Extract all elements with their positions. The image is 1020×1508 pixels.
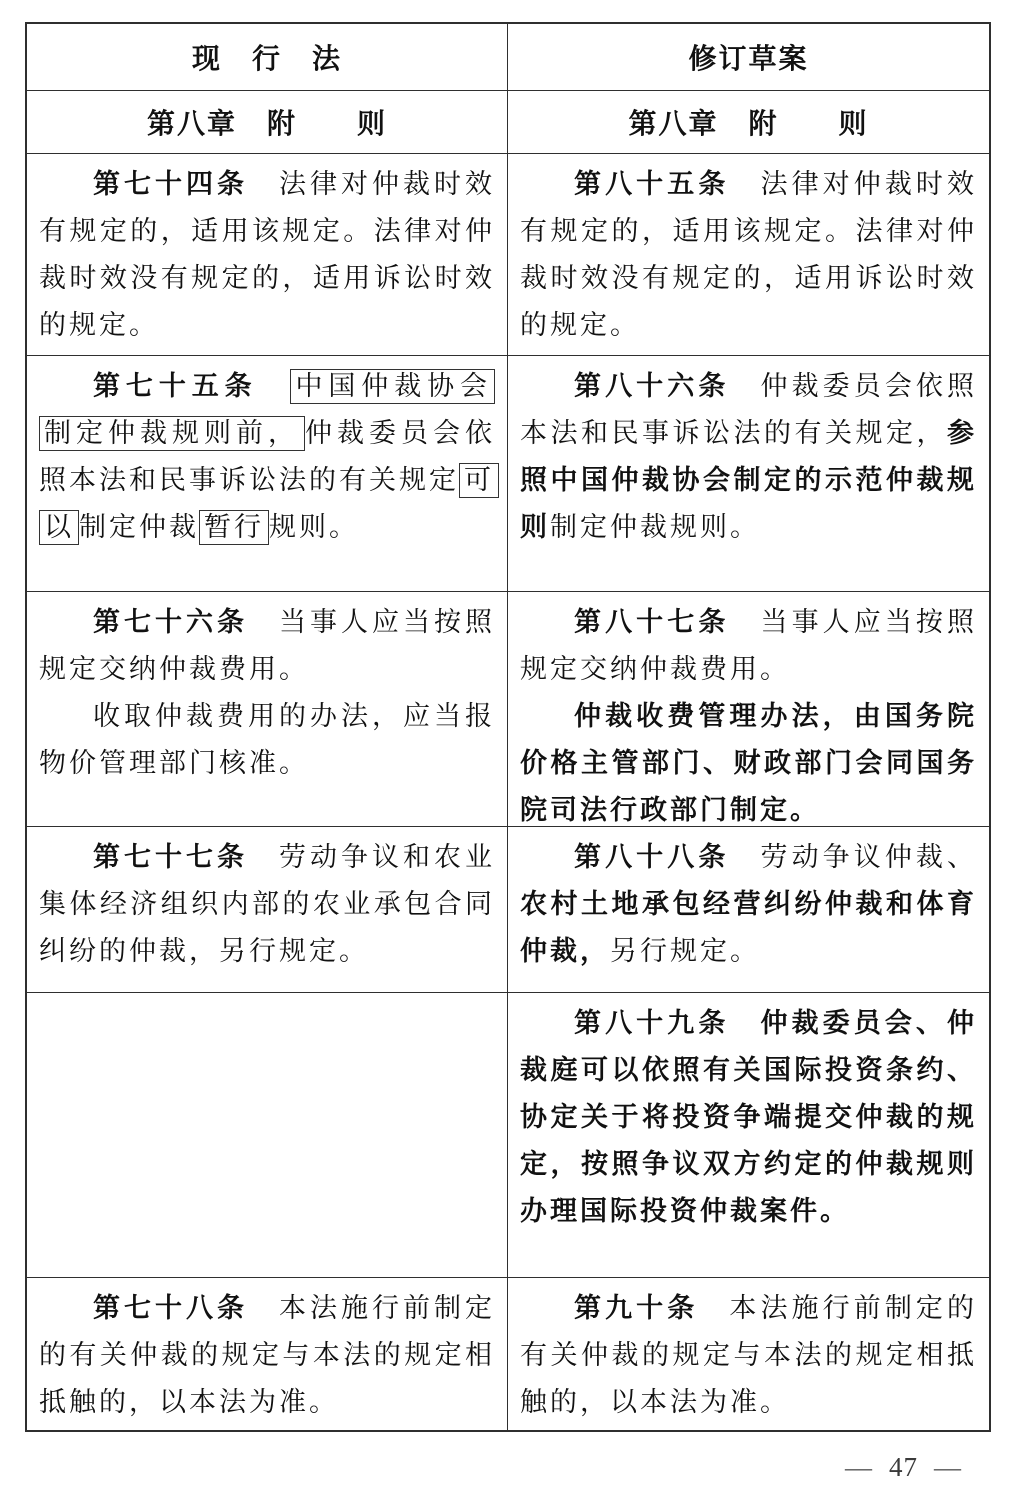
text-run: 劳动争议和农业集体经济组织内部的农业承包合同纠纷的仲裁，另行规定。: [39, 842, 495, 966]
current-law-cell: [27, 592, 508, 826]
article-paragraph: [520, 834, 977, 975]
emphasis-text: 第八十九条: [574, 1008, 730, 1038]
text-run: 仲裁委员会依照本法和民事诉讼法的有关规定，: [520, 371, 978, 448]
current-law-cell: [27, 154, 508, 355]
article-paragraph: [520, 363, 977, 551]
text-run: [258, 371, 291, 401]
current-law-cell: [27, 1278, 508, 1430]
text-run: 制定仲裁: [79, 512, 199, 542]
revision-draft-cell: [508, 356, 989, 591]
revision-draft-cell: [508, 1278, 989, 1430]
emphasis-text: 第七十八条: [93, 1293, 248, 1323]
current-law-cell: [27, 356, 508, 591]
text-run: 规则。: [269, 512, 359, 542]
emphasis-text: 农村土地承包经营纠纷仲裁和体育仲裁，: [520, 889, 977, 966]
emphasis-text: 第七十四条: [93, 169, 248, 199]
table-row: [27, 827, 989, 993]
text-run: 本法施行前制定的有关仲裁的规定与本法的规定相抵触的，以本法为准。: [39, 1293, 495, 1417]
emphasis-text: 第七十六条: [93, 607, 248, 637]
deleted-text-box: 暂行: [199, 510, 269, 545]
emphasis-text: 第七十五条: [93, 371, 258, 401]
text-run: 另行规定。: [610, 936, 760, 966]
emphasis-text: 第七十七条: [93, 842, 248, 872]
text-run: 法律对仲裁时效有规定的，适用该规定。法律对仲裁时效没有规定的，适用诉讼时效的规定。: [39, 169, 495, 340]
deleted-text-box: 中国仲裁协会: [290, 369, 495, 404]
article-paragraph: [520, 1285, 977, 1426]
text-run: 收取仲裁费用的办法，应当报物价管理部门核准。: [39, 701, 495, 778]
emphasis-text: 第八十七条: [574, 607, 730, 637]
table-header-row: [27, 24, 989, 91]
article-paragraph: [39, 363, 495, 551]
article-paragraph: [520, 161, 977, 349]
footer-dash-right: —: [934, 1452, 962, 1482]
column-header-revision-draft: 修订草案: [688, 44, 809, 75]
emphasis-text: 第八十六条: [574, 371, 730, 401]
revision-draft-cell: [508, 827, 989, 992]
emphasis-text: 参照中国仲裁协会制定的示范仲裁规则: [520, 418, 977, 542]
text-run: 本法施行前制定的有关仲裁的规定与本法的规定相抵触的，以本法为准。: [520, 1293, 978, 1417]
deleted-text-box: 制定仲裁规则前，: [39, 416, 305, 451]
revision-draft-cell: [508, 993, 989, 1277]
article-paragraph: [520, 599, 977, 693]
page-number: 47: [889, 1452, 918, 1482]
article-paragraph: [39, 599, 495, 693]
article-paragraph: [39, 834, 495, 975]
table-row: [27, 592, 989, 827]
page-footer: [829, 1452, 978, 1483]
law-comparison-table: [25, 22, 991, 1432]
table-row: [27, 356, 989, 592]
article-paragraph: [39, 161, 495, 349]
text-run: 当事人应当按照规定交纳仲裁费用。: [39, 607, 495, 684]
text-run: 法律对仲裁时效有规定的，适用该规定。法律对仲裁时效没有规定的，适用诉讼时效的规定。: [520, 169, 978, 340]
current-law-cell: [27, 827, 508, 992]
article-paragraph: [39, 1285, 495, 1426]
emphasis-text: 仲裁委员会、仲裁庭可以依照有关国际投资条约、协定关于将投资争端提交仲裁的规定，按照争议双方约定的仲裁规则办理国际投资仲裁案件。: [520, 1008, 978, 1226]
article-paragraph: [520, 1000, 977, 1235]
column-header-current-law: 现 行 法: [27, 24, 508, 90]
table-row: [27, 154, 989, 356]
chapter-heading-row: [27, 91, 989, 154]
text-run: 仲裁委员会依照本法和民事诉讼法的有关规定: [39, 418, 495, 495]
text-run: 劳动争议仲裁、: [729, 842, 978, 872]
deleted-text-box: 可以: [39, 463, 499, 545]
table-body: [27, 154, 989, 1430]
footer-dash-left: —: [845, 1452, 873, 1482]
article-paragraph: [520, 693, 977, 826]
emphasis-text: 仲裁收费管理办法，由国务院价格主管部门、财政部门会同国务院司法行政部门制定。: [520, 701, 977, 825]
table-row: [27, 993, 989, 1278]
chapter-heading-revision-draft: 第八章 附 则: [628, 109, 869, 140]
revision-draft-cell: [508, 592, 989, 826]
text-run: 制定仲裁规则。: [550, 512, 760, 542]
emphasis-text: 第九十条: [574, 1293, 699, 1323]
revision-draft-cell: [508, 154, 989, 355]
text-run: 当事人应当按照规定交纳仲裁费用。: [520, 607, 978, 684]
emphasis-text: 第八十五条: [574, 169, 730, 199]
table-row: [27, 1278, 989, 1430]
chapter-heading-current-law: 第八章 附 则: [27, 91, 508, 153]
emphasis-text: 第八十八条: [574, 842, 730, 872]
current-law-cell: [27, 993, 508, 1277]
article-paragraph: [39, 693, 495, 787]
